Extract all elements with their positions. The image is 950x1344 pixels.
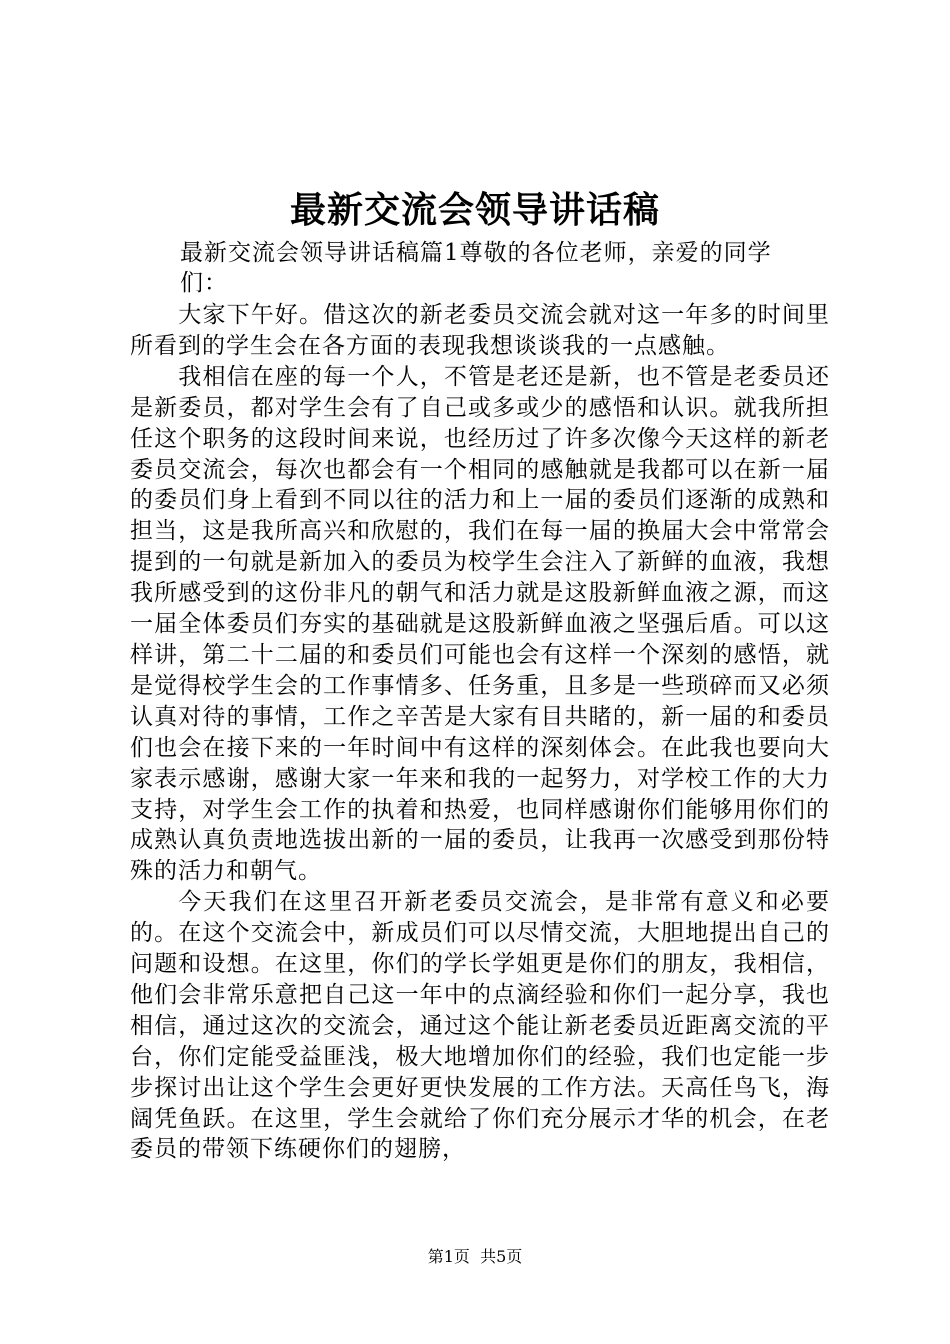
document-intro: 最新交流会领导讲话稿篇1尊敬的各位老师，亲爱的同学们： (180, 240, 772, 296)
paragraph-3: 今天我们在这里召开新老委员交流会，是非常有意义和必要的。在这个交流会中，新成员们可以尽情交流，大胆地提出自己的问题和设想。在这里，你们的学长学姐更是你们的朋友，我相信，他们会非常乐意把自己这一年中的点滴经验和你们一起分享，我也相信，通过这次的交流会，通过这个能让新老委员近距离交流的平台，你们定能受益匪浅，极大地增加你们的经验，我们也定能一步步探讨出让这个学生会更好更快发展的工作方法。天高任鸟飞，海阔凭鱼跃。在这里，学生会就给了你们充分展示才华的机会，在老委员的带领下练硬你们的翅膀， (130, 889, 830, 1163)
paragraph-2: 我相信在座的每一个人，不管是老还是新，也不管是老委员还是新委员，都对学生会有了自己或多或少的感悟和认识。就我所担任这个职务的这段时间来说，也经历过了许多次像今天这样的新老委员交流会，每次也都会有一个相同的感触就是我都可以在新一届的委员们身上看到不同以往的活力和上一届的委员们逐渐的成熟和担当，这是我所高兴和欣慰的，我们在每一届的换届大会中常常会提到的一句就是新加入的委员为校学生会注入了新鲜的血液，我想我所感受到的这份非凡的朝气和活力就是这股新鲜血液之源，而这一届全体委员们夯实的基础就是这股新鲜血液之坚强后盾。可以这样讲，第二十二届的和委员们可能也会有这样一个深刻的感悟，就是觉得校学生会的工作事情多、任务重，且多是一些琐碎而又必须认真对待的事情，工作之辛苦是大家有目共睹的，新一届的和委员们也会在接下来的一年时间中有这样的深刻体会。在此我也要向大家表示感谢，感谢大家一年来和我的一起努力，对学校工作的大力支持，对学生会工作的执着和热爱，也同样感谢你们能够用你们的成熟认真负责地选拔出新的一届的委员，让我再一次感受到那份特殊的活力和朝气。 (130, 363, 830, 885)
paragraph-1: 大家下午好。借这次的新老委员交流会就对这一年多的时间里所看到的学生会在各方面的表现我想谈谈我的一点感触。 (130, 302, 830, 359)
page-number: 第1页 共5页 (427, 1247, 523, 1266)
page-footer (0, 1246, 950, 1268)
document-title: 最新交流会领导讲话稿 (289, 189, 660, 231)
document-body (130, 300, 830, 1165)
